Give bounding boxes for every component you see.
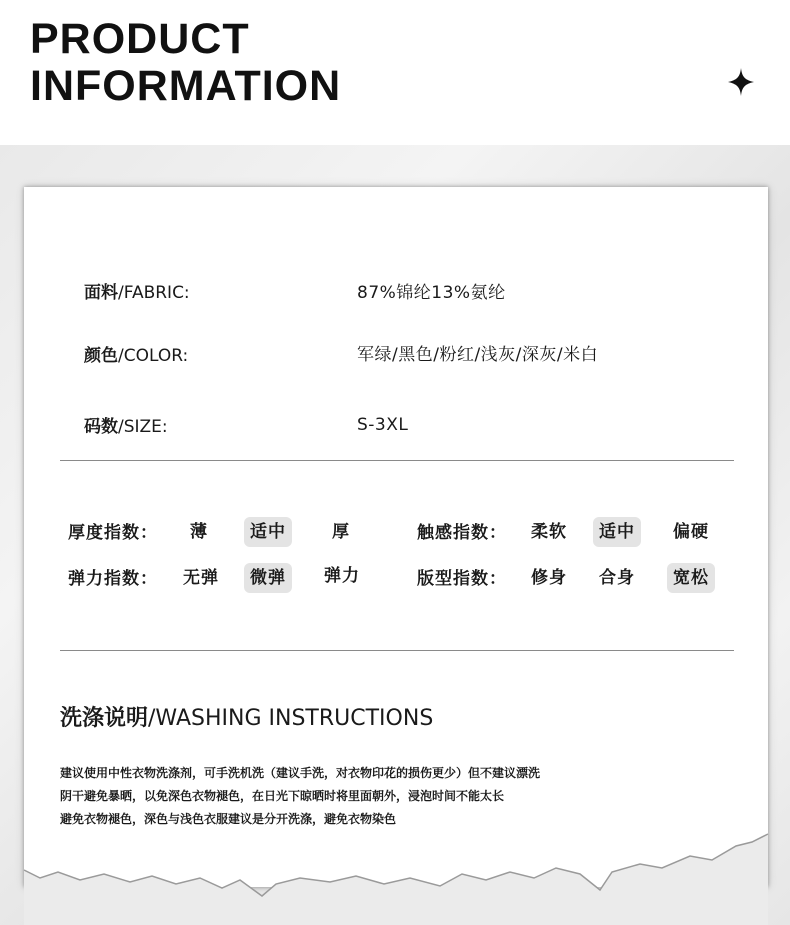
header <box>0 0 790 145</box>
spec-size <box>84 417 168 437</box>
divider <box>60 460 734 461</box>
fit-option-loose: 宽松 <box>667 563 715 593</box>
spec-label-en: /FABRIC: <box>118 283 190 303</box>
washing-title <box>60 706 433 732</box>
fit-index-label: 版型指数： <box>417 569 507 589</box>
spec-label-cn: 面料 <box>84 283 118 303</box>
page-title-line-1: PRODUCT <box>30 15 250 63</box>
thickness-option-thin: 薄 <box>190 522 208 542</box>
touch-option-medium: 适中 <box>593 517 641 547</box>
spec-fabric-value: 87%锦纶13%氨纶 <box>357 283 506 303</box>
touch-index-label: 触感指数： <box>417 523 507 543</box>
thickness-index-label: 厚度指数： <box>68 523 158 543</box>
spec-size-value: S-3XL <box>357 415 409 435</box>
spec-label-en: /SIZE: <box>118 417 168 437</box>
touch-option-hard: 偏硬 <box>673 522 709 542</box>
spec-label-en: /COLOR: <box>118 346 189 366</box>
fit-option-regular: 合身 <box>599 568 635 588</box>
washing-line: 避免衣物褪色，深色与浅色衣服建议是分开洗涤，避免衣物染色 <box>60 812 397 826</box>
spec-label-cn: 颜色 <box>84 346 118 366</box>
four-point-star-icon <box>728 68 754 96</box>
spec-label-cn: 码数 <box>84 417 118 437</box>
elasticity-option-stretch: 弹力 <box>324 566 360 586</box>
divider <box>60 650 734 651</box>
spec-color-value: 军绿/黑色/粉红/浅灰/深灰/米白 <box>357 345 599 365</box>
washing-line: 阴干避免暴晒，以免深色衣物褪色，在日光下晾晒时将里面朝外，浸泡时间不能太长 <box>60 789 505 803</box>
elasticity-index-label: 弹力指数： <box>68 569 158 589</box>
spec-fabric <box>84 283 190 303</box>
elasticity-option-none: 无弹 <box>183 568 219 588</box>
page-title-line-2: INFORMATION <box>30 62 342 110</box>
thickness-option-medium: 适中 <box>244 517 292 547</box>
washing-title-cn: 洗涤说明 <box>60 706 149 731</box>
thickness-option-thick: 厚 <box>332 522 350 542</box>
spec-color <box>84 346 188 366</box>
touch-option-soft: 柔软 <box>531 522 567 542</box>
washing-line: 建议使用中性衣物洗涤剂，可手洗机洗（建议手洗，对衣物印花的损伤更少）但不建议漂洗 <box>60 766 541 780</box>
fit-option-slim: 修身 <box>531 568 567 588</box>
elasticity-option-slight: 微弹 <box>244 563 292 593</box>
washing-title-en: /WASHING INSTRUCTIONS <box>148 706 434 731</box>
